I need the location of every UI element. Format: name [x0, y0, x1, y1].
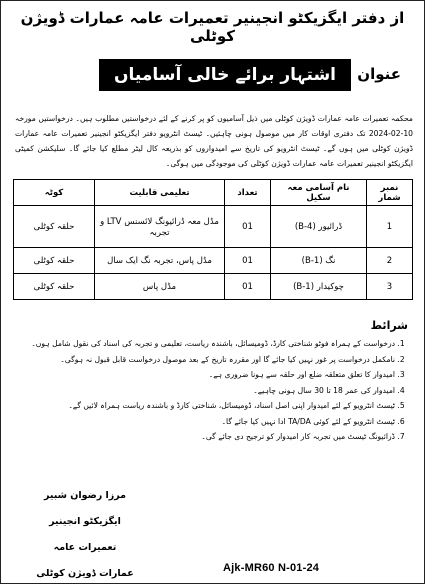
cell-count: 01 — [225, 274, 271, 300]
cell-qualification: مڈل پاس، تجربہ نگ ایک سال — [95, 248, 225, 274]
vacancies-table — [13, 179, 413, 300]
header-quota: کوٹہ — [14, 180, 95, 206]
subject-row — [41, 57, 401, 95]
terms-heading: شرائط — [370, 319, 408, 332]
signatory-name: مرزا رضوان شبیر — [43, 490, 127, 501]
terms-list — [19, 337, 413, 446]
intro-paragraph: محکمہ تعمیرات عامہ عمارات ڈویژن کوٹلی میں ذیل آسامیوں کو پر کرنے کے لئے درخواستیں مطلوب ہیں۔ درخواستیں مورخہ 10-02-2024 تک دفتری اوقات کار میں موصول ہونی چاہئیں۔ ٹیسٹ انٹرویو دفتر ایگزیکٹو انجینیر تعمیرات عامہ عمارات ڈویژن کوٹلی میں ہوں گے۔ ٹیسٹ انٹرویو کی تاریخ سے امیدواروں کو بذریعہ کال لیٹر مطلع کیا جائے گا۔ سلیکشن کمیٹی ایگزیکٹو انجینیر تعمیرات عامہ عمارات ڈویژن کوٹلی کی موجودگی میں ہوگی۔ — [15, 114, 413, 168]
cell-serial: 3 — [367, 274, 413, 300]
table-row — [14, 248, 413, 274]
ad-reference-code: Ajk-MR60 N-01-24 — [223, 562, 320, 574]
list-item: 6. ٹیسٹ انٹرویو کے لئے کوئی TA/DA ادا نہیں کیا جائے گا۔ — [19, 415, 395, 430]
header-serial: نمبر شمار — [367, 180, 413, 206]
cell-count: 01 — [225, 206, 271, 248]
subject-banner: اشتہار برائے خالی آسامیاں — [99, 59, 351, 91]
cell-post: ڈرائیور (B-4) — [271, 206, 367, 248]
subject-label: عنوان — [357, 65, 401, 83]
table-header-row — [14, 180, 413, 206]
signatory-designation: ایگزیکٹو انجینیر تعمیرات عامہ — [49, 516, 121, 553]
cell-quota: حلقہ کوٹلی — [14, 206, 95, 248]
signature-block — [31, 483, 139, 587]
cell-post: نگ (B-1) — [271, 248, 367, 274]
cell-post: چوکیدار (B-1) — [271, 274, 367, 300]
list-item: 1. درخواست کے ہمراہ فوٹو شناختی کارڈ، ڈومیسائل، باشندہ ریاست، تعلیمی و تجربہ کی اسناد کی نقول شامل ہوں۔ — [19, 337, 395, 352]
cell-qualification: مڈل معہ ڈرائیونگ لائسنس LTV و تجربہ — [95, 206, 225, 248]
header-post: نام آسامی معہ سکیل — [271, 180, 367, 206]
cell-qualification: مڈل پاس — [95, 274, 225, 300]
header-qualification: تعلیمی قابلیت — [95, 180, 225, 206]
cell-count: 01 — [225, 248, 271, 274]
table-row — [14, 274, 413, 300]
office-header: از دفتر ایگزیکٹو انجینیر تعمیرات عامہ عمارات ڈویژن کوٹلی — [20, 9, 405, 45]
cell-serial: 2 — [367, 248, 413, 274]
list-item: 4. امیدوار کی عمر 18 تا 30 سال ہونی چاہیے۔ — [19, 384, 395, 399]
header-count: تعداد — [225, 180, 271, 206]
signatory-office: عمارات ڈویژن کوٹلی — [36, 568, 134, 579]
list-item: 3. امیدوار کا تعلق متعلقہ ضلع اور حلقہ سے ہونا ضروری ہے۔ — [19, 368, 395, 383]
cell-quota: حلقہ کوٹلی — [14, 248, 95, 274]
list-item: 5. ٹیسٹ انٹرویو کے لئے امیدوار اپنی اصل اسناد، ڈومیسائل، شناختی کارڈ و باشندہ ریاست ہمراہ لائیں گے۔ — [19, 399, 395, 414]
list-item: 7. ڈرائیونگ ٹیسٹ میں تجربہ کار امیدوار کو ترجیح دی جائے گی۔ — [19, 430, 395, 445]
cell-quota: حلقہ کوٹلی — [14, 274, 95, 300]
table-row — [14, 206, 413, 248]
list-item: 2. نامکمل درخواست پر غور نہیں کیا جائے گا اور مقررہ تاریخ کے بعد موصول درخواست قابل قبول نہ ہوگی۔ — [19, 353, 395, 368]
cell-serial: 1 — [367, 206, 413, 248]
